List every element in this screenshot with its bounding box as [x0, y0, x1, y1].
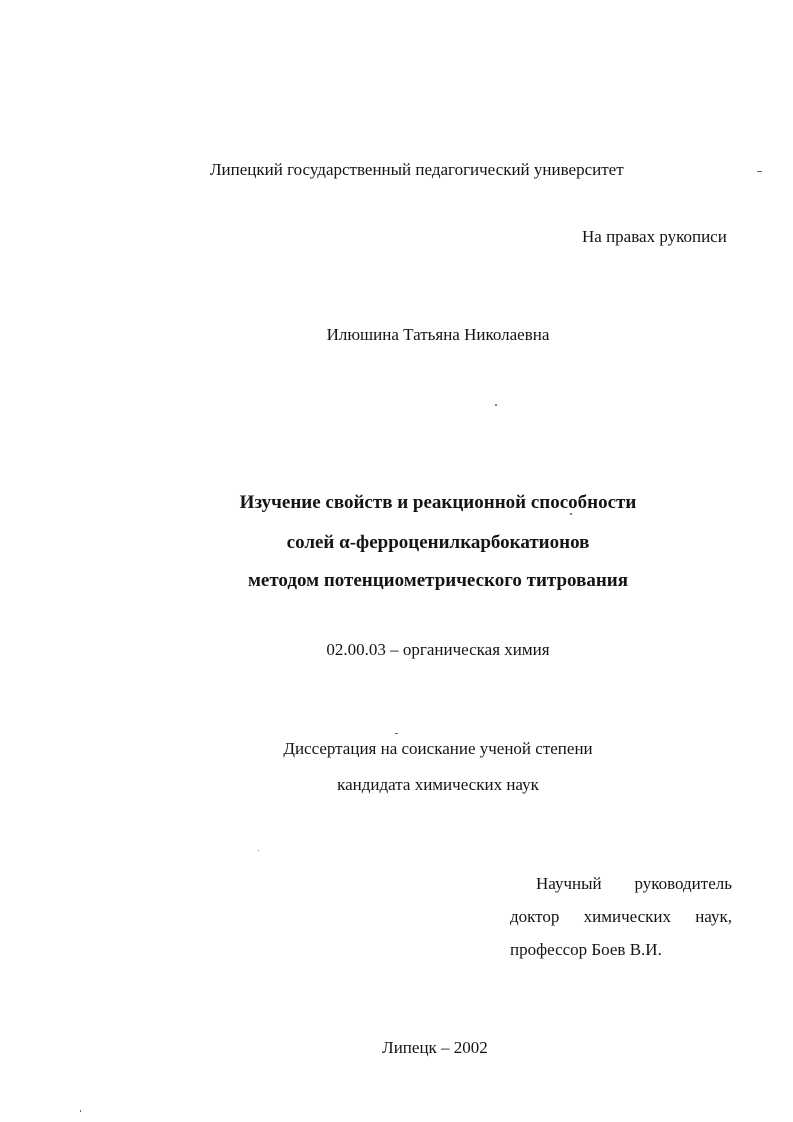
supervisor-word: наук,: [695, 907, 732, 926]
rights-note: На правах рукописи: [582, 227, 727, 246]
scan-speck: [495, 404, 497, 406]
scan-speck: [570, 513, 572, 515]
supervisor-word: Научный: [536, 874, 602, 893]
author-name: Илюшина Татьяна Николаевна: [326, 325, 550, 344]
scan-speck: [757, 171, 762, 172]
place-year: Липецк – 2002: [382, 1038, 488, 1057]
scan-speck: [395, 733, 398, 734]
supervisor-name: профессор Боев В.И.: [510, 940, 662, 959]
scan-speck: [80, 1110, 81, 1112]
university-name: Липецкий государственный педагогический университет: [210, 160, 624, 179]
supervisor-line-2: [510, 907, 732, 927]
specialty-code: 02.00.03 – органическая химия: [326, 640, 550, 659]
supervisor-word: доктор: [510, 907, 560, 926]
scan-speck: [258, 850, 259, 851]
title-line-2: солей α-ферроценилкарбокатионов: [286, 532, 590, 553]
supervisor-line-1: [536, 874, 732, 894]
dissertation-line-2: кандидата химических наук: [337, 775, 539, 794]
dissertation-line-1: Диссертация на соискание ученой степени: [283, 739, 593, 758]
title-line-1: Изучение свойств и реакционной способности: [239, 492, 637, 513]
title-line-3: методом потенциометрического титрования: [247, 570, 629, 591]
supervisor-word: руководитель: [634, 874, 732, 893]
supervisor-word: химических: [583, 907, 671, 926]
